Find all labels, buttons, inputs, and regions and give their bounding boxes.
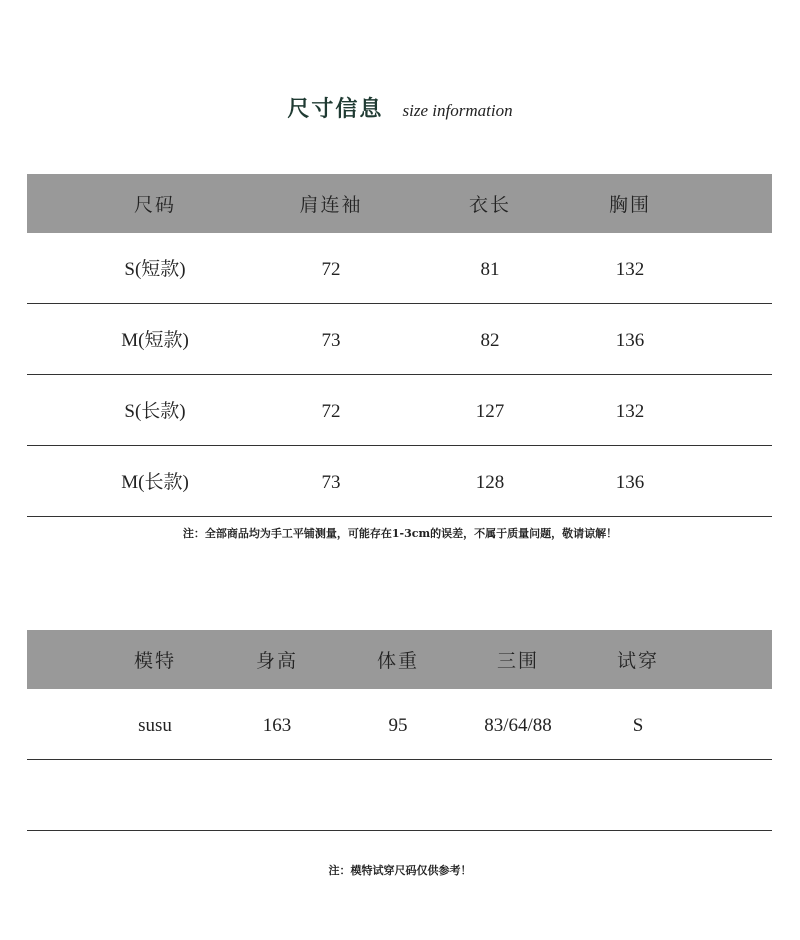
header-try-on-size: 试穿 xyxy=(616,650,660,672)
table-row xyxy=(27,233,772,304)
header-size: 尺码 xyxy=(133,194,177,216)
cell-chest: 132 xyxy=(615,401,645,422)
size-note: 注：全部商品均为手工平铺测量，可能存在1-3cm的误差，不属于质量问题，敬请谅解！ xyxy=(182,527,618,540)
cell-length: 128 xyxy=(475,472,505,493)
table-row xyxy=(27,446,772,517)
cell-size: S(长款) xyxy=(124,401,186,422)
title-chinese: 尺寸信息 xyxy=(287,96,384,122)
cell-size: M(长款) xyxy=(121,472,189,493)
cell-chest: 136 xyxy=(615,330,645,351)
header-length: 衣长 xyxy=(468,194,512,216)
cell-size: S(短款) xyxy=(124,259,186,280)
title-english: size information xyxy=(402,101,513,120)
cell-length: 82 xyxy=(480,330,500,351)
cell-measurements: 83/64/88 xyxy=(484,715,552,736)
cell-chest: 136 xyxy=(615,472,645,493)
model-table-header xyxy=(27,630,772,689)
cell-try-on-size: S xyxy=(632,715,644,736)
table-row xyxy=(27,760,772,831)
header-model: 模特 xyxy=(133,650,177,672)
table-row xyxy=(27,689,772,760)
cell-length: 127 xyxy=(475,401,505,422)
cell-sleeve: 72 xyxy=(321,401,341,422)
model-table xyxy=(27,630,772,831)
model-note: 注：模特试穿尺码仅供参考！ xyxy=(328,864,472,877)
cell-weight: 95 xyxy=(388,715,408,736)
cell-height: 163 xyxy=(262,715,292,736)
cell-model-name: susu xyxy=(138,715,172,736)
header-measurements: 三围 xyxy=(496,650,540,672)
cell-sleeve: 73 xyxy=(321,330,341,351)
table-row xyxy=(27,304,772,375)
header-height: 身高 xyxy=(255,650,299,672)
cell-chest: 132 xyxy=(615,259,645,280)
table-row xyxy=(27,375,772,446)
cell-size: M(短款) xyxy=(121,330,189,351)
cell-sleeve: 73 xyxy=(321,472,341,493)
header-chest: 胸围 xyxy=(608,194,652,216)
cell-length: 81 xyxy=(480,259,500,280)
size-table-header xyxy=(27,174,772,233)
page-title xyxy=(0,92,800,123)
header-sleeve: 肩连袖 xyxy=(299,194,363,216)
header-weight: 体重 xyxy=(376,650,420,672)
cell-sleeve: 72 xyxy=(321,259,341,280)
size-table xyxy=(27,174,772,517)
